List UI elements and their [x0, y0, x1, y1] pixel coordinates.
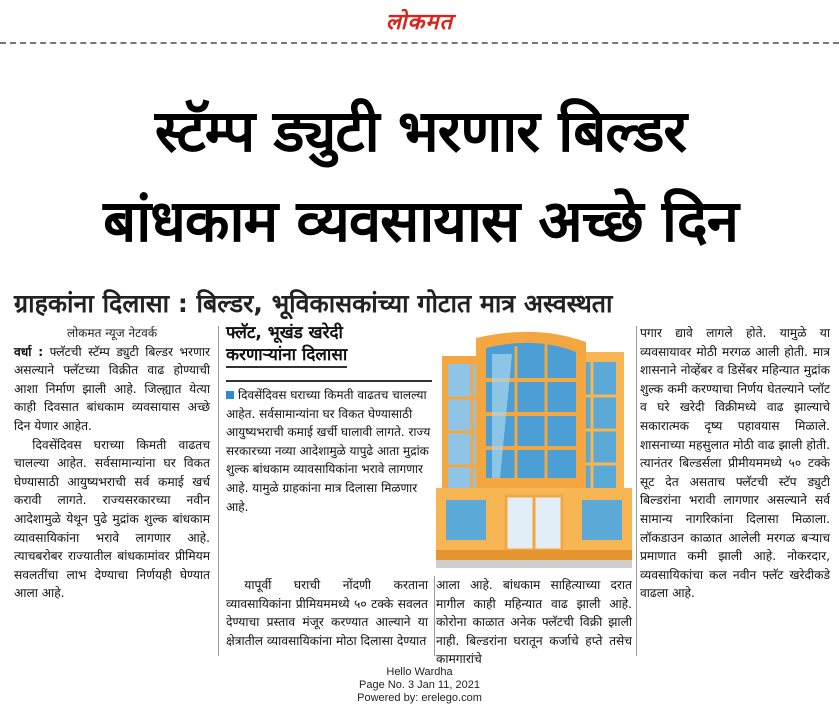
- sidebar-heading-line-1: फ्लॅट, भूखंड खरेदी: [226, 323, 343, 343]
- sidebar-heading: [226, 322, 436, 368]
- column-3-text: आला आहे. बांधकाम साहित्याच्या दरात मागील काही महिन्यात वाढ झाली आहे. कोरोना काळात अनेक फ्लॅटची विक्री झाली नाही. बिल्डरांना घरातून कर्जाचे हप्ते तसेच कामगारांचे: [436, 578, 632, 667]
- column-2-text: यापूर्वी घराची नोंदणी करताना व्यावसायिकांना प्रीमियममध्ये ५० टक्के सवलत देण्याचा प्रस्ताव मंजूर करण्यात आल्याने या क्षेत्रातील व्यावसायिकांना मोठा दिलासा देण्यात: [226, 578, 428, 648]
- masthead-rule: [0, 42, 839, 44]
- article-column-2: [226, 576, 428, 650]
- column-4-text: पगार द्यावे लागले होते. यामुळे या व्यवसायावर मोठी मरगळ आली होती. मात्र शासनाने नोव्हेंबर व डिसेंबर महिन्यात मुद्रांक शुल्क कमी करण्याचा निर्णय घेतल्याने प्लॉट व घरे खरेदी विक्रीमध्ये वाढ झाल्याचे सकारात्मक दृष्य पहावयास मिळाले. शासनाच्या महसुलात मोठी वाढ झाली होती. त्यानंतर बिल्डर्सला प्रीमीयममध्ये ५० टक्के सूट देत असताच फ्लॅटची स्टॅप ड्युटी बिल्डरांना भरावी लागणार असल्याने सर्व सामान्य नागरिकांना दिलासा मिळाला. लॉकडाउन काळात आलेली मरगळ बऱ्याच प्रमाणात कमी झाली आहे. नोकरदार, व्यवसायिकांचा कल नवीन फ्लॅट खरेदीकडे वाढला आहे.: [640, 326, 830, 601]
- column-divider: [434, 576, 435, 656]
- paragraph-1: [14, 343, 210, 436]
- square-bullet-icon: [226, 391, 234, 399]
- masthead-logo: लोकमत: [385, 10, 454, 35]
- column-divider: [218, 326, 219, 656]
- sidebar-box: [226, 380, 432, 516]
- building-illustration: [436, 328, 632, 572]
- dateline: वर्धा :: [14, 344, 44, 359]
- article-column-4: [640, 324, 830, 603]
- powered-by: Powered by: erelego.com: [357, 692, 482, 704]
- page-info: Page No. 3 Jan 11, 2021: [359, 679, 480, 691]
- sidebar-heading-line-2: करणार्‍यांना दिलासा: [226, 344, 347, 368]
- edition-name: Hello Wardha: [386, 666, 453, 678]
- byline: लोकमत न्यूज नेटवर्क: [66, 326, 158, 340]
- column-divider: [636, 326, 637, 656]
- article-column-3: [436, 576, 632, 669]
- page-footer: [0, 666, 839, 705]
- article-column-1: [14, 324, 210, 603]
- paragraph-1-text: फ्लॅटची स्टॅम्प ड्युटी बिल्डर भरणार असल्याने फ्लॅटच्या विक्रीत वाढ होण्याची आशा निर्माण झाली आहे. जिल्ह्यात येत्या काही दिवसात बांधकाम व्यवसायास अच्छे दिन येणार आहेत.: [14, 344, 210, 433]
- headline-line-2: बांधकाम व्यवसायास अच्छे दिन: [103, 187, 738, 255]
- paragraph-2: दिवसेंदिवस घराच्या किमती वाढतच चालल्या आहेत. सर्वसामान्यांना घर विकत घेण्यासाठी आयुष्यभराची सर्व कमाई खर्च करावी लागते. राज्यसरकारच्या नवीन आदेशामुळे येथून पुढे मुद्रांक शुल्क बांधकाम व्यावसायिकांना भरावे लागणार आहे. त्याचबरोबर राज्यातील बांधकामांवर प्रीमियम सवलतींचा लाभ देण्याचा निर्णयही घेण्यात आला आहे.: [14, 437, 210, 601]
- sidebar-text: दिवसेंदिवस घराच्या किमती वाढतच चालल्या आहेत. सर्वसामान्यांना घर विकत घेण्यासाठी आयुष्यभराची कमाई खर्ची घालावी लागते. राज्य सरकारच्या नव्या आदेशामुळे यापुढे आता मुद्रांक शुल्क बांधकाम व्यावसायिकांना भरावे लागणार आहे. यामुळे ग्राहकांना मात्र दिलासा मिळणार आहे.: [226, 388, 431, 514]
- headline-line-1: स्टॅम्प ड्युटी भरणार बिल्डर: [154, 97, 687, 165]
- subheadline: ग्राहकांना दिलासा : बिल्डर, भूविकासकांच्या गोटात मात्र अस्वस्थता: [14, 289, 613, 318]
